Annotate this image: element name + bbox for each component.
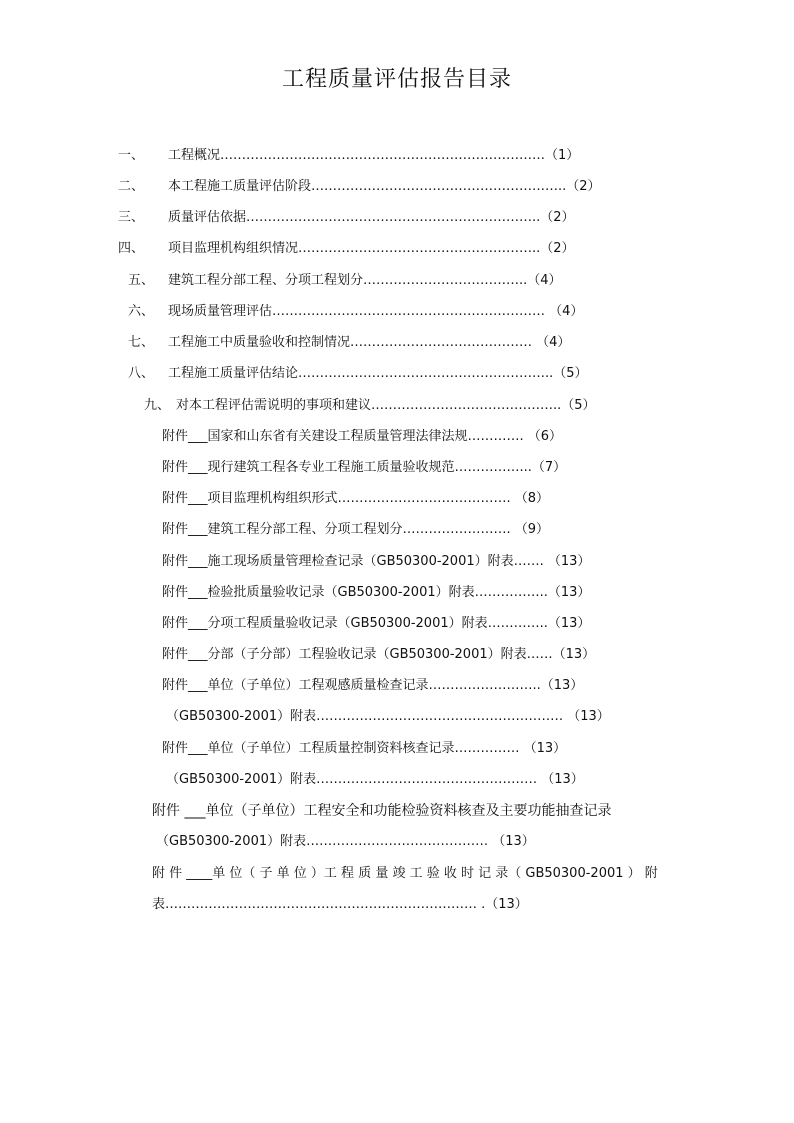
appendix-item: 附件___现行建筑工程各专业工程施工质量验收规范……………...（7） bbox=[162, 460, 567, 475]
toc-item-text: 项目监理机构组织情况………………………………………………..（2） bbox=[168, 241, 575, 256]
appendix-item-continuation: （GB50300-2001）附表…………………………………… （13） bbox=[156, 834, 535, 849]
toc-item-5 bbox=[128, 272, 562, 290]
toc-item-number: 二、 bbox=[118, 179, 145, 194]
appendix-item-continuation: （GB50300-2001）附表…………………………………………… （13） bbox=[166, 772, 584, 787]
toc-item-7 bbox=[128, 334, 570, 352]
appendix-item: 附件___单位（子单位）工程观感质量检查记录……………………..（13） bbox=[162, 678, 584, 693]
appendix-item: 附件 ___单位（子单位）工程安全和功能检验资料核查及主要功能抽查记录 bbox=[152, 803, 612, 819]
appendix-item: 附件___分部（子分部）工程验收记录（GB50300-2001）附表……（13） bbox=[162, 647, 596, 662]
toc-item-number: 四、 bbox=[118, 241, 145, 256]
toc-item-number: 六、 bbox=[128, 304, 155, 319]
appendix-item: 附件___施工现场质量管理检查记录（GB50300-2001）附表……. （13） bbox=[162, 554, 591, 569]
appendix-item-continuation: （GB50300-2001）附表………………………………………………… （13） bbox=[166, 709, 610, 724]
appendix-item: 附件___单位（子单位）工程质量控制资料核查记录…………… （13） bbox=[162, 741, 567, 756]
toc-item-number: 五、 bbox=[128, 273, 155, 288]
toc-item-2 bbox=[118, 178, 601, 196]
appendix-item: 附件___国家和山东省有关建设工程质量管理法律法规…………. （6） bbox=[162, 429, 563, 444]
toc-item-number: 八、 bbox=[128, 366, 155, 381]
appendix-item: 附 件 ____单 位（ 子 单 位 ）工 程 质 量 竣 工 验 收 时 记 录（ GB50300-2001 ） 附 bbox=[152, 866, 658, 881]
toc-item-text: 工程施工中质量验收和控制情况…………………………………… （4） bbox=[168, 335, 571, 350]
toc-item-number: 九、 bbox=[144, 398, 171, 413]
toc-item-1 bbox=[118, 147, 579, 165]
toc-item-number: 七、 bbox=[128, 335, 155, 350]
toc-item-text: 工程施工质量评估结论…………………………………………………..（5） bbox=[168, 366, 588, 381]
toc-item-text: 本工程施工质量评估阶段…………………………………………………..（2） bbox=[168, 179, 601, 194]
toc-item-8 bbox=[128, 365, 588, 383]
toc-item-text: 建筑工程分部工程、分项工程划分………………………………..（4） bbox=[168, 273, 562, 288]
appendix-item: 附件___分项工程质量验收记录（GB50300-2001）附表…………..（13） bbox=[162, 616, 591, 631]
page-title: 工程质量评估报告目录 bbox=[281, 67, 512, 92]
appendix-item-continuation: 表……………………………………………………………… .（13） bbox=[152, 897, 528, 912]
appendix-item: 附件___检验批质量验收记录（GB50300-2001）附表……………..（13） bbox=[162, 585, 591, 600]
appendix-item: 附件___项目监理机构组织形式…………………………………. （8） bbox=[162, 491, 550, 506]
toc-item-4 bbox=[118, 240, 575, 258]
toc-item-text: 现场质量管理评估……………………………………………………… （4） bbox=[168, 304, 584, 319]
toc-item-text: 工程概况…………………………………………………………………（1） bbox=[168, 148, 580, 163]
toc-item-3 bbox=[118, 209, 575, 227]
toc-item-number: 一、 bbox=[118, 148, 145, 163]
toc-item-text: 质量评估依据…………………………………………………………..（2） bbox=[168, 210, 575, 225]
toc-item-6 bbox=[128, 303, 583, 321]
toc-item-9 bbox=[144, 397, 596, 415]
toc-item-text: 对本工程评估需说明的事项和建议……………………………………..（5） bbox=[176, 398, 596, 413]
toc-item-number: 三、 bbox=[118, 210, 145, 225]
appendix-item: 附件___建筑工程分部工程、分项工程划分……………………. （9） bbox=[162, 522, 550, 537]
